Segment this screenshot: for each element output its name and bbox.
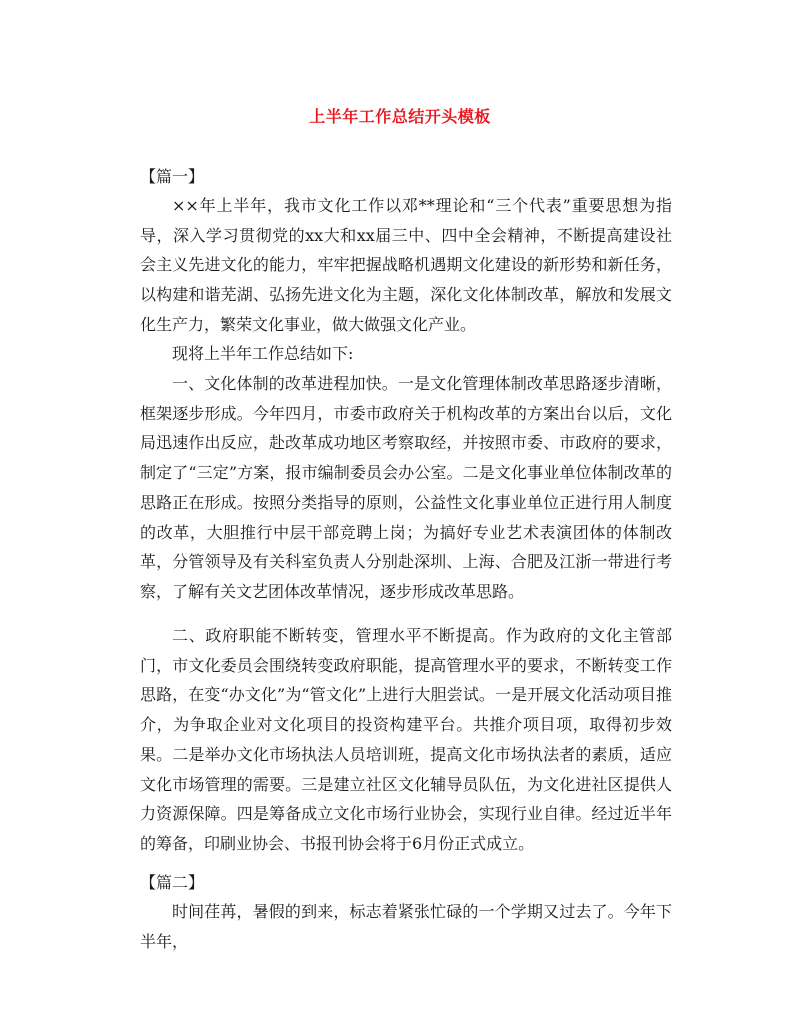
section-heading-2: 【篇二】: [140, 873, 205, 892]
section-heading-1: 【篇一】: [140, 167, 205, 186]
paragraph-item-one: 一、文化体制的改革进程加快。一是文化管理体制改革思路逐步清晰，框架逐步形成。今年四月，市委市政府关于机构改革的方案出台以后，文化局迅速作出反应，赴改革成功地区考察取经，并按照市委、市政府的要求，制定了“三定”方案，报市编制委员会办公室。二是文化事业单位体制改革的思路正在形成。按照分类指导的原则，公益性文化事业单位正进行用人制度的改革，大胆推行中层干部竞聘上岗；为搞好专业艺术表演团体的体制改革，分管领导及有关科室负责人分别赴深圳、上海、合肥及江浙一带进行考察，了解有关文艺团体改革情况，逐步形成改革思路。: [140, 374, 672, 601]
paragraph-item-two: 二、政府职能不断转变，管理水平不断提高。作为政府的文化主管部门，市文化委员会围绕转变政府职能，提高管理水平的要求，不断转变工作思路，在变“办文化”为“管文化”上进行大胆尝试。一是开展文化活动项目推介，为争取企业对文化项目的投资构建平台。共推介项目项，取得初步效果。二是举办文化市场执法人员培训班，提高文化市场执法者的素质，适应文化市场管理的需要。三是建立社区文化辅导员队伍，为文化进社区提供人力资源保障。四是筹备成立文化市场行业协会，实现行业自律。经过近半年的筹备，印刷业协会、书报刊协会将于6月份正式成立。: [140, 626, 672, 853]
paragraph-summary-lead: 现将上半年工作总结如下:: [172, 344, 354, 363]
document-title: 上半年工作总结开头模板: [309, 107, 491, 126]
paragraph-intro: ××年上半年，我市文化工作以邓**理论和“三个代表”重要思想为指导，深入学习贯彻党的xx大和xx届三中、四中全会精神，不断提高建设社会主义先进文化的能力，牢牢把握战略机遇期文化建设的新形势和新任务，以构建和谐芜湖、弘扬先进文化为主题，深化文化体制改革，解放和发展文化生产力，繁荣文化事业，做大做强文化产业。: [140, 196, 672, 334]
paragraph-section-two-intro: 时间荏苒，暑假的到来，标志着紧张忙碌的一个学期又过去了。今年下半年，: [140, 902, 672, 951]
